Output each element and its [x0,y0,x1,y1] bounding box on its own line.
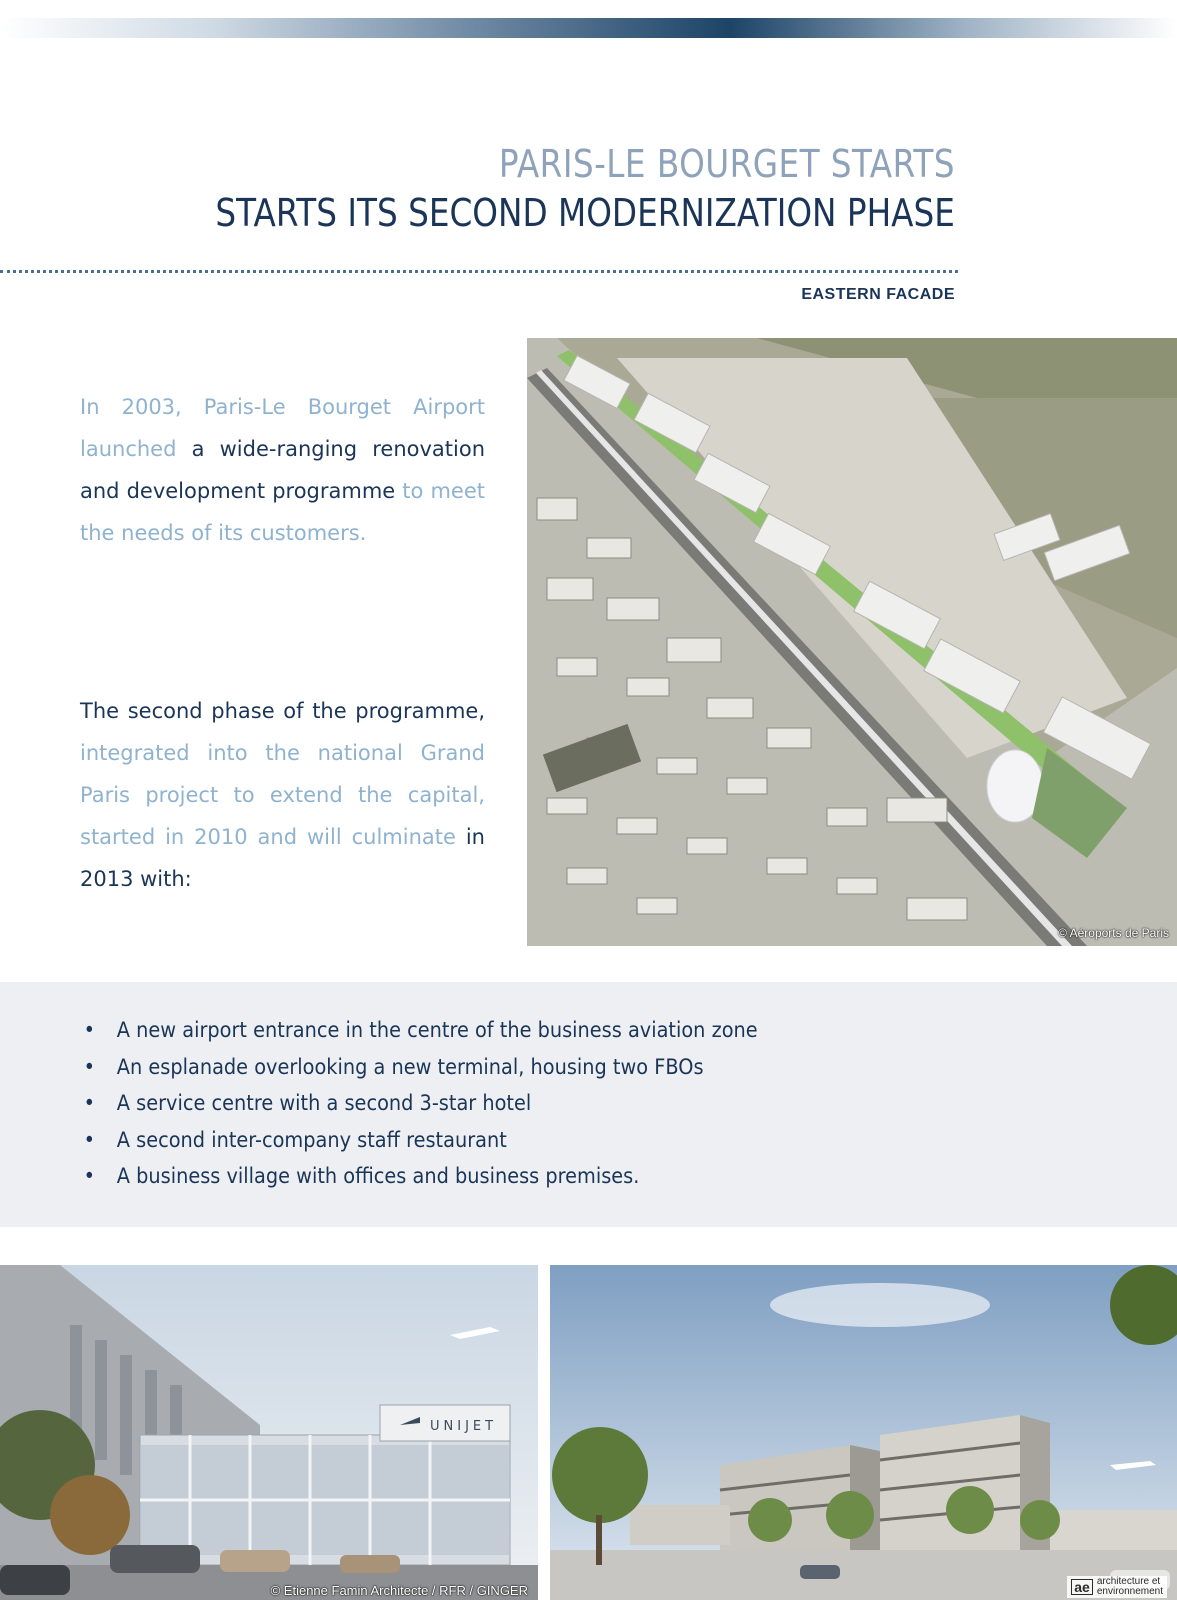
para2-text-part: The second phase of the programme, [80,699,485,723]
unijet-sign: UNIJET [430,1419,498,1434]
architect-credit-line1: architecture et [1096,1576,1161,1587]
list-item: • A business village with offices and business premises. [80,1158,758,1195]
page-title-line2: STARTS ITS SECOND MODERNIZATION PHASE [215,191,955,235]
para1-text-part: In 2003, Paris-Le Bourget Airport launched [80,395,485,461]
list-item: • A second inter-company staff restaurant [80,1122,758,1159]
architect-logo: ae [1071,1579,1093,1595]
intro-paragraph-2 [80,690,485,900]
para1-text-part: a wide-ranging renovation and development programme [80,437,485,503]
intro-paragraph-1 [80,386,485,554]
architect-credit-line2: environnement [1096,1586,1163,1597]
business-village-rendering-image [550,1265,1177,1600]
section-label: EASTERN FACADE [801,286,955,303]
terminal-photo-credit: © Etienne Famin Architecte / RFR / GINGER [270,1583,528,1598]
list-item: • A new airport entrance in the centre of the business aviation zone [80,1012,758,1049]
architect-credit [1067,1576,1167,1598]
business-village-illustration [550,1265,1177,1600]
top-gradient-band [0,18,1177,38]
para1-text-part: to meet the needs of its customers. [80,479,485,545]
list-item: • A service centre with a second 3-star hotel [80,1085,758,1122]
list-item: • An esplanade overlooking a new terminal, housing two FBOs [80,1049,758,1086]
title-block [95,140,955,238]
aerial-photo-credit: © Aéroports de Paris [1058,926,1169,940]
architect-credit-text [1097,1577,1163,1597]
terminal-illustration [0,1265,538,1600]
para2-text-part: in 2013 with: [80,825,485,891]
para2-text-part: integrated into the national Grand Paris project to extend the capital, started in 2010 and will culminate [80,741,485,849]
page-title-line1: PARIS-LE BOURGET STARTS [498,142,955,186]
terminal-rendering-image [0,1265,538,1600]
aerial-rendering-image [527,338,1177,946]
bullet-list [80,1012,817,1195]
dotted-divider [0,270,958,273]
aerial-illustration [527,338,1177,946]
